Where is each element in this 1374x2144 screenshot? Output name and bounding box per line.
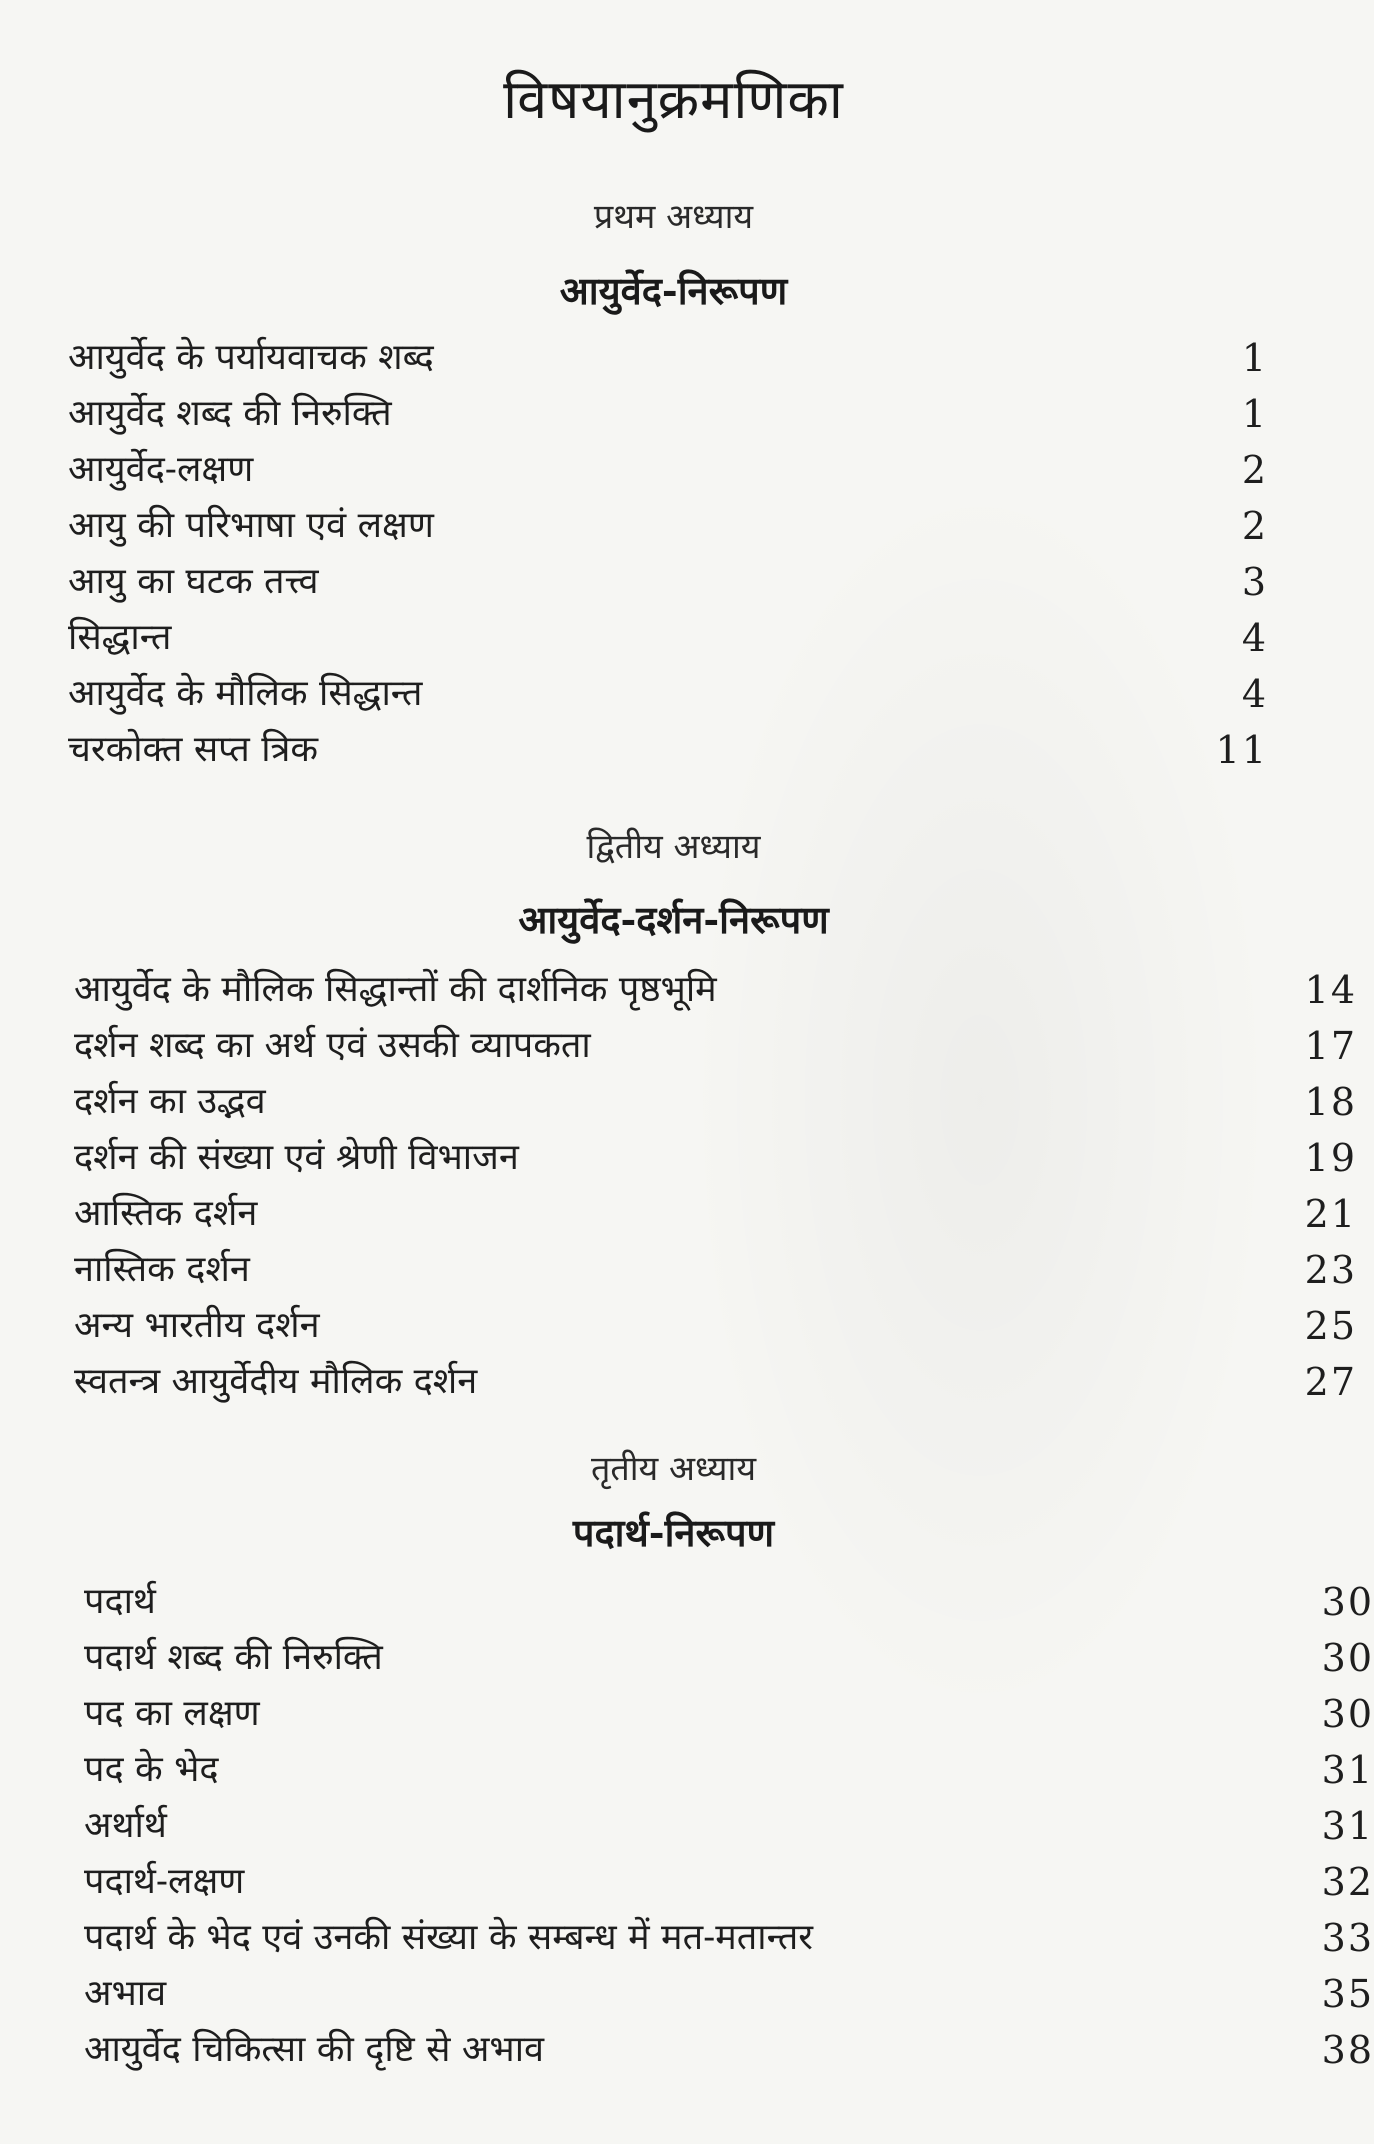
toc-entry-page: 2 — [1241, 504, 1268, 548]
toc-entry-title: अभाव — [84, 1973, 167, 2014]
toc-entry-title: आयुर्वेद शब्द की निरुक्ति — [68, 393, 392, 434]
toc-entry-page: 21 — [1304, 1192, 1357, 1236]
toc-entry-title: आयुर्वेद के पर्यायवाचक शब्द — [68, 337, 434, 378]
toc-entry-page: 35 — [1321, 1972, 1374, 2016]
toc-entry-title: आयुर्वेद-लक्षण — [68, 449, 254, 490]
toc-entry — [84, 1798, 1374, 1854]
toc-entry-page: 4 — [1241, 672, 1268, 716]
toc-entry-title: पद के भेद — [84, 1749, 219, 1790]
toc-entry — [68, 442, 1268, 498]
toc-entry-title: आस्तिक दर्शन — [74, 1193, 258, 1234]
toc-entry-page: 11 — [1215, 728, 1268, 772]
toc-entry — [68, 386, 1268, 442]
page-title: विषयानुक्रमणिका — [503, 68, 844, 131]
chapter-2-entries — [74, 962, 1357, 1410]
toc-entry-title: पदार्थ — [84, 1581, 156, 1622]
toc-entry-title: आयु का घटक तत्त्व — [68, 561, 319, 602]
toc-entry — [84, 2022, 1374, 2078]
toc-entry-title: पदार्थ-लक्षण — [84, 1861, 245, 1902]
toc-entry-title: पदार्थ के भेद एवं उनकी संख्या के सम्बन्ध में मत-मतान्तर — [84, 1917, 813, 1958]
toc-entry-page: 1 — [1241, 392, 1268, 436]
chapter-2-label: द्वितीय अध्याय — [586, 827, 761, 867]
toc-entry-title: अर्थार्थ — [84, 1805, 167, 1846]
toc-entry-page: 31 — [1321, 1748, 1374, 1792]
chapter-2-heading: आयुर्वेद-दर्शन-निरूपण — [518, 897, 829, 942]
toc-entry-title: नास्तिक दर्शन — [74, 1249, 250, 1290]
toc-entry — [68, 330, 1268, 386]
toc-entry-page: 2 — [1241, 448, 1268, 492]
toc-entry — [68, 666, 1268, 722]
toc-entry — [68, 722, 1268, 778]
toc-entry-page: 4 — [1241, 616, 1268, 660]
toc-entry — [84, 1630, 1374, 1686]
toc-entry-title: आयु की परिभाषा एवं लक्षण — [68, 505, 434, 546]
toc-entry — [74, 962, 1357, 1018]
toc-entry-page: 17 — [1304, 1024, 1357, 1068]
toc-entry — [74, 1130, 1357, 1186]
toc-entry-page: 31 — [1321, 1804, 1374, 1848]
chapter-3-label: तृतीय अध्याय — [590, 1449, 757, 1489]
toc-entry-page: 30 — [1321, 1580, 1374, 1624]
toc-entry-page: 3 — [1241, 560, 1268, 604]
chapter-3-entries — [84, 1574, 1374, 2078]
toc-entry — [68, 554, 1268, 610]
toc-entry — [84, 1910, 1374, 1966]
chapter-1-entries — [68, 330, 1268, 778]
toc-entry-title: सिद्धान्त — [68, 617, 172, 658]
toc-entry — [84, 1854, 1374, 1910]
toc-entry-page: 30 — [1321, 1692, 1374, 1736]
toc-entry-page: 14 — [1304, 968, 1357, 1012]
toc-entry-title: दर्शन की संख्या एवं श्रेणी विभाजन — [74, 1137, 519, 1178]
toc-entry-page: 25 — [1304, 1304, 1357, 1348]
toc-entry-title: पदार्थ शब्द की निरुक्ति — [84, 1637, 383, 1678]
toc-entry-title: आयुर्वेद चिकित्सा की दृष्टि से अभाव — [84, 2029, 545, 2070]
toc-entry-title: स्वतन्त्र आयुर्वेदीय मौलिक दर्शन — [74, 1361, 478, 1402]
toc-entry — [84, 1574, 1374, 1630]
toc-entry-page: 1 — [1241, 336, 1268, 380]
toc-entry — [84, 1742, 1374, 1798]
toc-entry-title: दर्शन का उद्भव — [74, 1081, 266, 1122]
toc-entry-title: पद का लक्षण — [84, 1693, 260, 1734]
chapter-1-label: प्रथम अध्याय — [593, 197, 754, 237]
toc-entry — [68, 610, 1268, 666]
toc-entry-title: दर्शन शब्द का अर्थ एवं उसकी व्यापकता — [74, 1025, 591, 1066]
toc-entry-title: अन्य भारतीय दर्शन — [74, 1305, 320, 1346]
toc-entry — [74, 1018, 1357, 1074]
toc-entry — [84, 1966, 1374, 2022]
toc-entry-title: आयुर्वेद के मौलिक सिद्धान्तों की दार्शनिक पृष्ठभूमि — [74, 969, 717, 1010]
toc-entry — [74, 1298, 1357, 1354]
toc-entry — [74, 1186, 1357, 1242]
toc-entry-title: चरकोक्त सप्त त्रिक — [68, 729, 319, 770]
toc-entry-title: आयुर्वेद के मौलिक सिद्धान्त — [68, 673, 423, 714]
toc-entry — [74, 1242, 1357, 1298]
toc-entry-page: 23 — [1304, 1248, 1357, 1292]
toc-entry — [74, 1074, 1357, 1130]
chapter-1-heading: आयुर्वेद-निरूपण — [559, 268, 788, 313]
toc-entry-page: 30 — [1321, 1636, 1374, 1680]
toc-entry — [68, 498, 1268, 554]
toc-entry-page: 18 — [1304, 1080, 1357, 1124]
toc-entry-page: 19 — [1304, 1136, 1357, 1180]
toc-entry-page: 27 — [1304, 1360, 1357, 1404]
toc-entry — [84, 1686, 1374, 1742]
toc-entry-page: 32 — [1321, 1860, 1374, 1904]
toc-entry-page: 38 — [1321, 2028, 1374, 2072]
toc-entry-page: 33 — [1321, 1916, 1374, 1960]
toc-entry — [74, 1354, 1357, 1410]
chapter-3-heading: पदार्थ-निरूपण — [572, 1510, 775, 1555]
